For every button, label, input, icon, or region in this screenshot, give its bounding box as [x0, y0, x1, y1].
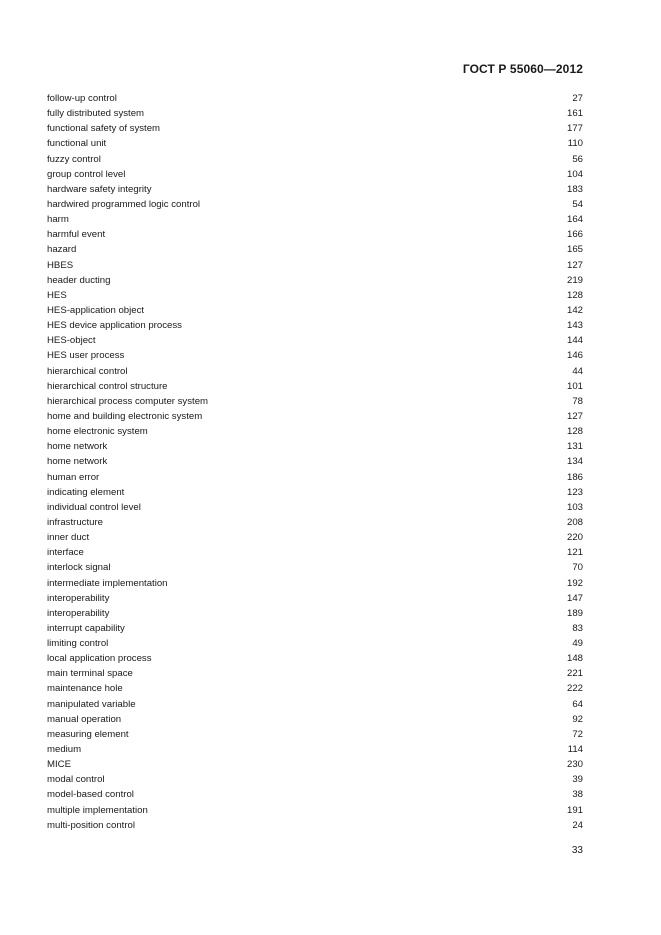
index-entry [47, 787, 583, 802]
index-page-ref: 164 [566, 214, 583, 226]
index-page-ref: 123 [566, 486, 583, 498]
index-term: manipulated variable [47, 698, 136, 710]
index-page-ref: 39 [572, 774, 583, 786]
index-page-ref: 148 [566, 653, 583, 665]
index-entry [47, 273, 583, 288]
index-entry [47, 727, 583, 742]
index-page-ref: 54 [572, 198, 583, 210]
index-term: HES user process [47, 350, 125, 362]
index-page-ref: 147 [566, 592, 583, 604]
index-page-ref: 101 [566, 380, 583, 392]
index-entry [47, 106, 583, 121]
index-entry [47, 258, 583, 273]
index-term: harm [47, 214, 69, 226]
index-term: home and building electronic system [47, 410, 203, 422]
index-page-ref: 230 [566, 759, 583, 771]
index-page-ref: 110 [567, 138, 583, 150]
index-term: multiple implementation [47, 804, 148, 816]
index-entry [47, 152, 583, 167]
index-term: functional safety of system [47, 123, 161, 135]
index-page-ref: 177 [566, 123, 583, 135]
index-page-ref: 72 [572, 728, 583, 740]
index-term: inner duct [47, 532, 90, 544]
index-term: measuring element [47, 728, 129, 740]
index-page-ref: 134 [566, 456, 583, 468]
index-page-ref: 221 [566, 668, 583, 680]
index-entry [47, 439, 583, 454]
index-page-ref: 192 [566, 577, 583, 589]
index-term: interlock signal [47, 562, 111, 574]
index-entry [47, 348, 583, 363]
index-entry [47, 212, 583, 227]
index-term: interrupt capability [47, 622, 125, 634]
index-entry [47, 91, 583, 106]
index-entry [47, 530, 583, 545]
index-entry [47, 424, 583, 439]
index-page-ref: 191 [566, 804, 583, 816]
index-entry [47, 121, 583, 136]
index-term: harmful event [47, 229, 106, 241]
index-term: fully distributed system [47, 108, 145, 120]
index-term: hierarchical process computer system [47, 395, 209, 407]
index-term: main terminal space [47, 668, 133, 680]
index-page-ref: 27 [572, 93, 583, 104]
index-page-ref: 49 [572, 638, 583, 650]
index-page-ref: 186 [566, 471, 583, 483]
index-entry [47, 182, 583, 197]
document-number: ГОСТ Р 55060—2012 [462, 62, 583, 76]
index-page-ref: 44 [572, 365, 583, 377]
index-entry [47, 379, 583, 394]
index-entry [47, 454, 583, 469]
index-term: home electronic system [47, 426, 148, 438]
index-term: indicating element [47, 486, 125, 498]
index-term: maintenance hole [47, 683, 123, 695]
index-term: HBES [47, 259, 74, 271]
index-entry [47, 621, 583, 636]
index-term: HES-object [47, 335, 96, 347]
index-entry [47, 591, 583, 606]
index-page-ref: 64 [572, 698, 583, 710]
index-term: HES device application process [47, 320, 182, 332]
index-page-ref: 83 [572, 622, 583, 634]
index-term: infrastructure [47, 516, 103, 528]
index-page-ref: 127 [566, 259, 583, 271]
index-page-ref: 121 [566, 547, 583, 559]
index-term: hierarchical control [47, 365, 128, 377]
index-page-ref: 219 [566, 274, 583, 286]
index-term: individual control level [47, 501, 141, 513]
index-entry [47, 288, 583, 303]
index-term: local application process [47, 653, 152, 665]
index-term: intermediate implementation [47, 577, 168, 589]
index-page-ref: 78 [572, 395, 583, 407]
index-entry [47, 333, 583, 348]
index-page-ref: 70 [572, 562, 583, 574]
index-page-ref: 103 [566, 501, 583, 513]
term-index-list [47, 91, 583, 833]
index-term: hazard [47, 244, 77, 256]
index-page-ref: 104 [566, 168, 583, 180]
index-entry [47, 318, 583, 333]
index-term: functional unit [47, 138, 107, 150]
index-term: limiting control [47, 638, 109, 650]
index-term: medium [47, 744, 82, 756]
index-page-ref: 38 [572, 789, 583, 801]
index-page-ref: 166 [566, 229, 583, 241]
index-entry [47, 242, 583, 257]
index-entry [47, 818, 583, 833]
index-term: multi-position control [47, 819, 135, 831]
index-entry [47, 515, 583, 530]
index-entry [47, 500, 583, 515]
index-page-ref: 161 [566, 108, 583, 120]
index-term: interoperability [47, 592, 110, 604]
index-page-ref: 92 [572, 713, 583, 725]
index-page-ref: 127 [566, 410, 583, 422]
index-entry [47, 136, 583, 151]
index-term: modal control [47, 774, 105, 786]
index-entry [47, 576, 583, 591]
index-page-ref: 56 [572, 153, 583, 165]
index-entry [47, 485, 583, 500]
index-page-ref: 146 [566, 350, 583, 362]
index-entry [47, 560, 583, 575]
index-entry [47, 636, 583, 651]
index-page-ref: 208 [566, 516, 583, 528]
index-entry [47, 697, 583, 712]
index-term: group control level [47, 168, 126, 180]
index-page-ref: 222 [566, 683, 583, 695]
index-entry [47, 364, 583, 379]
index-page-ref: 142 [566, 304, 583, 316]
index-page-ref: 128 [566, 426, 583, 438]
index-term: manual operation [47, 713, 122, 725]
page-number: 33 [571, 845, 583, 856]
index-entry [47, 303, 583, 318]
index-page-ref: 183 [566, 183, 583, 195]
index-entry [47, 167, 583, 182]
index-term: human error [47, 471, 100, 483]
index-term: hardwired programmed logic control [47, 198, 201, 210]
index-term: fuzzy control [47, 153, 101, 165]
index-term: hardware safety integrity [47, 183, 152, 195]
index-term: interface [47, 547, 84, 559]
index-entry [47, 197, 583, 212]
index-page-ref: 165 [566, 244, 583, 256]
index-page-ref: 128 [566, 289, 583, 301]
index-page-ref: 220 [566, 532, 583, 544]
index-page-ref: 24 [572, 819, 583, 831]
index-term: follow-up control [47, 93, 117, 104]
index-entry [47, 757, 583, 772]
index-entry [47, 227, 583, 242]
index-term: HES-application object [47, 304, 145, 316]
index-entry [47, 651, 583, 666]
index-entry [47, 681, 583, 696]
index-entry [47, 666, 583, 681]
index-term: model-based control [47, 789, 134, 801]
index-entry [47, 803, 583, 818]
index-entry [47, 394, 583, 409]
index-term: header ducting [47, 274, 111, 286]
index-entry [47, 606, 583, 621]
index-entry [47, 470, 583, 485]
index-term: HES [47, 289, 67, 301]
index-term: MICE [47, 759, 71, 771]
index-page-ref: 143 [566, 320, 583, 332]
index-entry [47, 409, 583, 424]
index-term: home network [47, 456, 108, 468]
index-term: home network [47, 441, 108, 453]
index-page-ref: 114 [567, 744, 583, 756]
index-page-ref: 144 [566, 335, 583, 347]
index-entry [47, 712, 583, 727]
index-page-ref: 131 [566, 441, 583, 453]
index-page-ref: 189 [566, 607, 583, 619]
index-entry [47, 545, 583, 560]
index-entry [47, 742, 583, 757]
index-term: hierarchical control structure [47, 380, 168, 392]
index-term: interoperability [47, 607, 110, 619]
index-entry [47, 772, 583, 787]
